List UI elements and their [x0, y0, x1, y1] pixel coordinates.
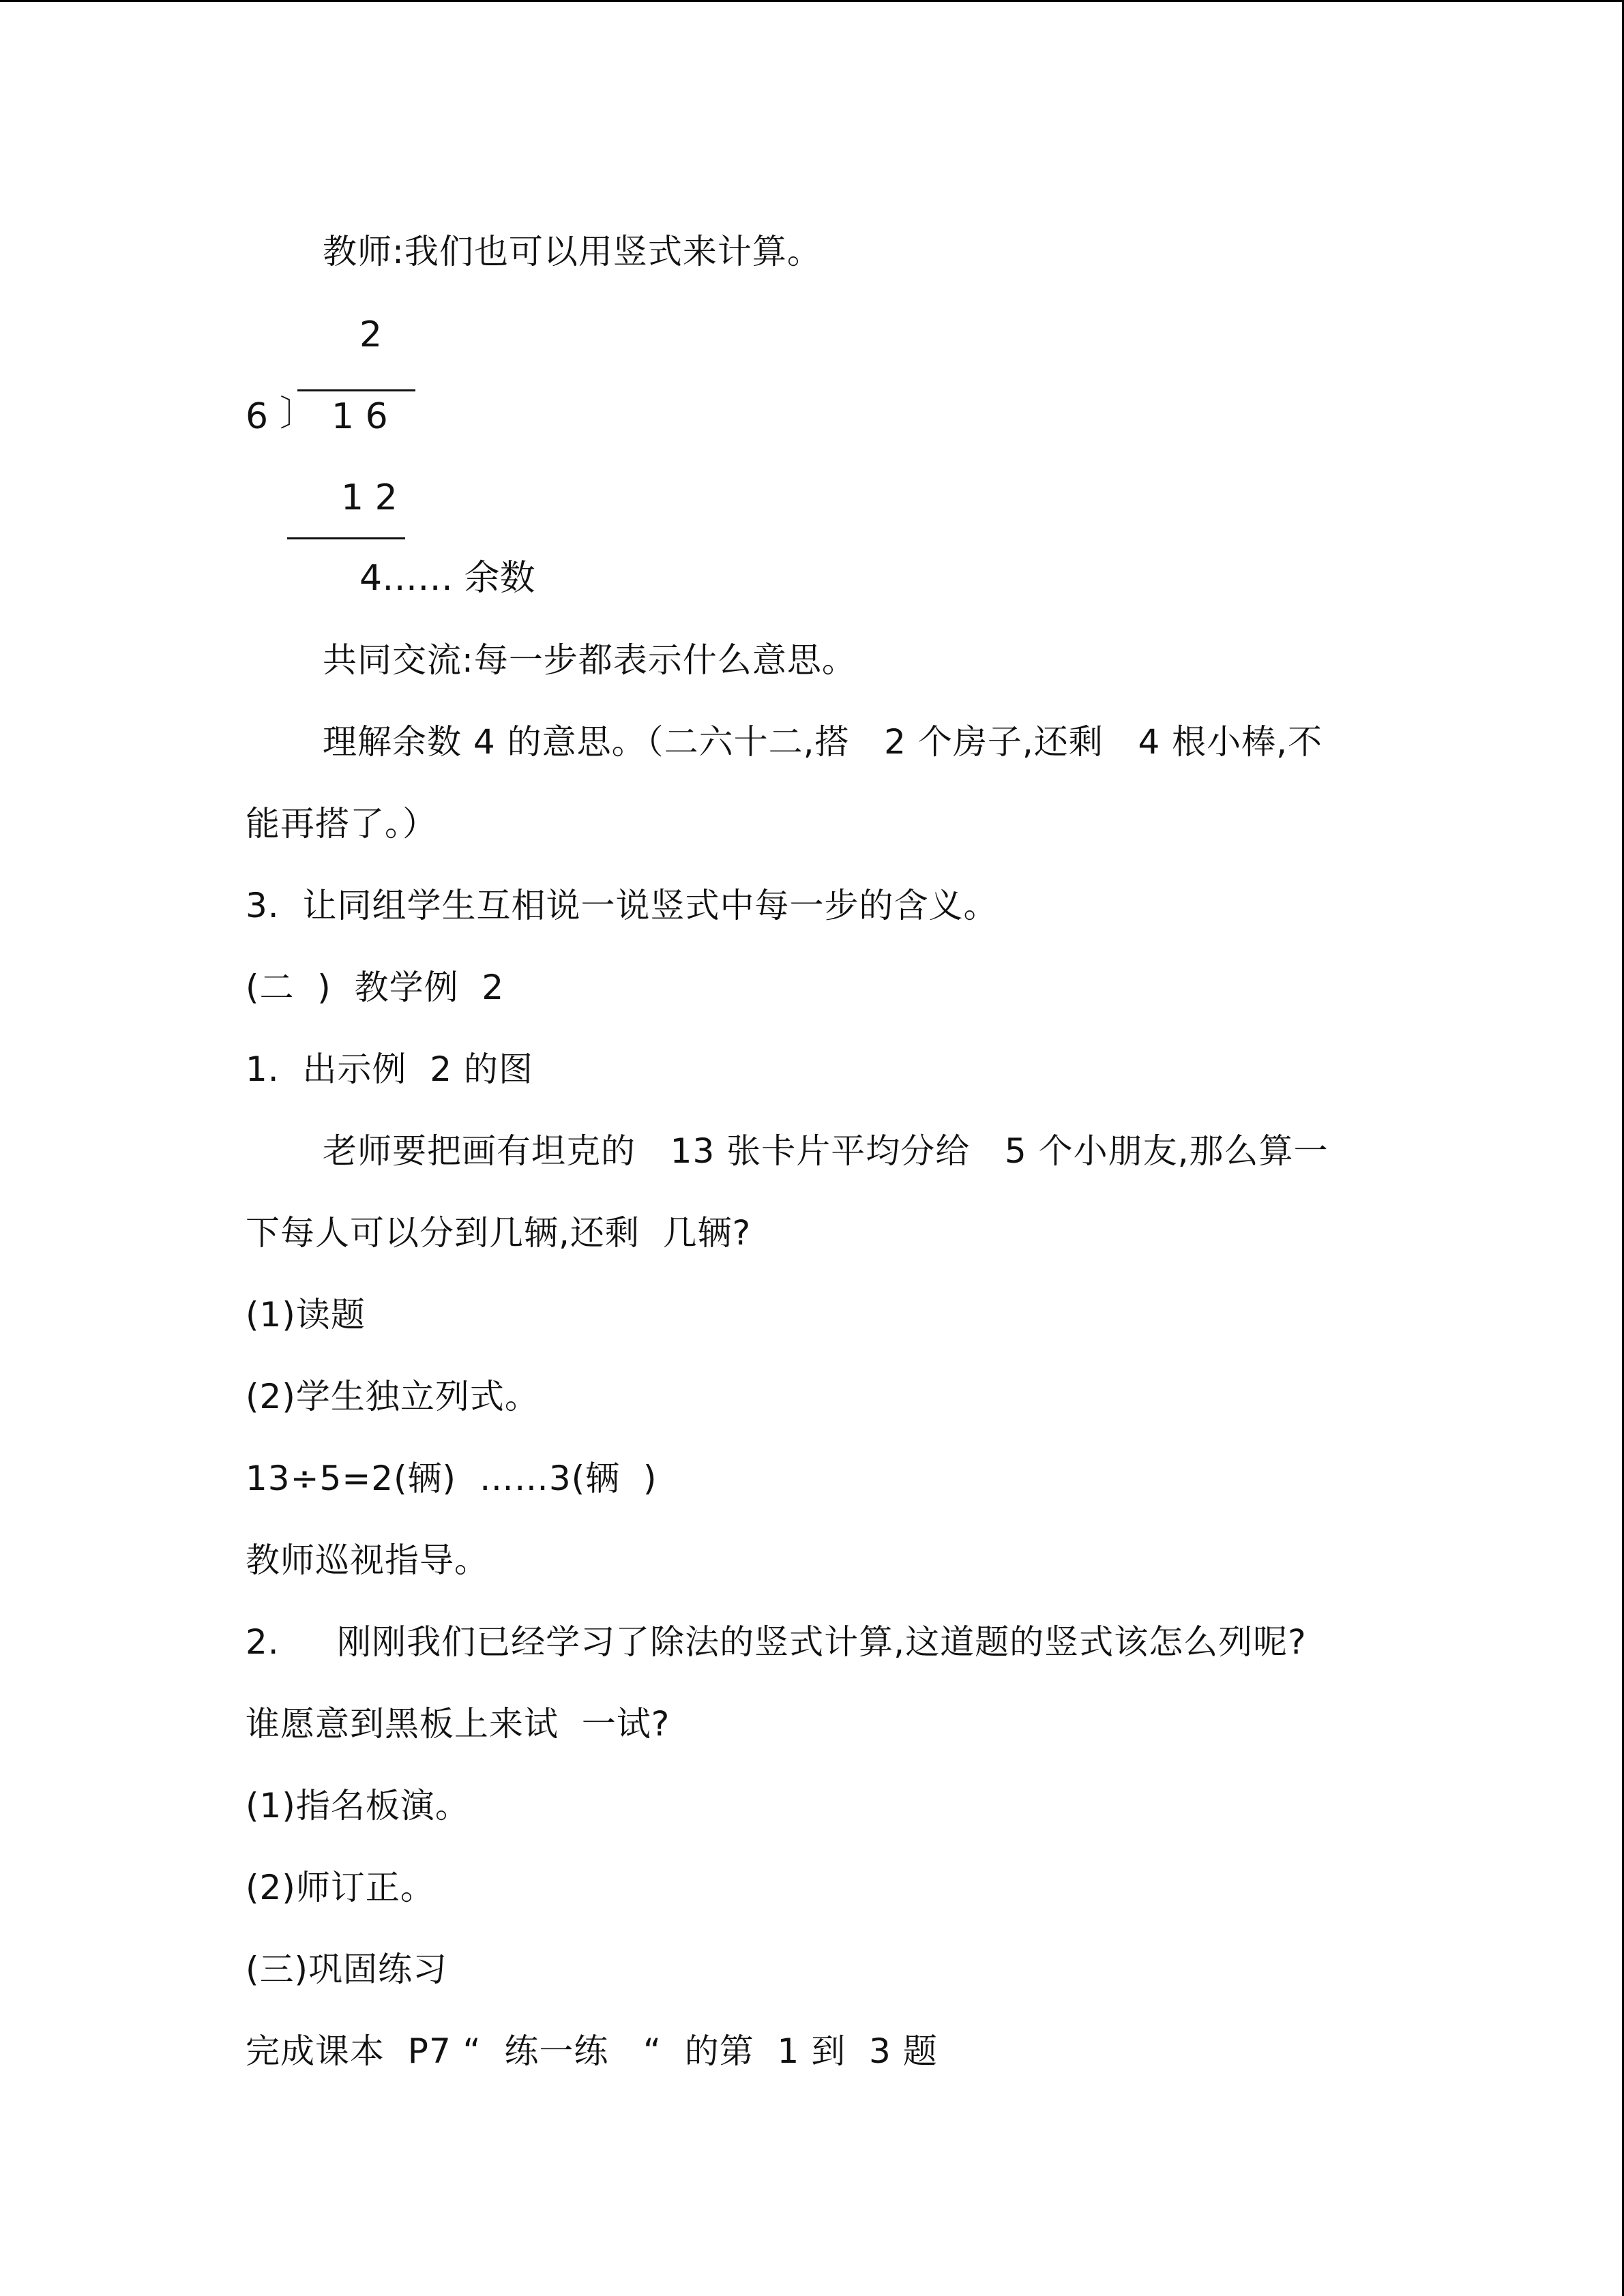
section-3-heading: (三)巩固练习	[246, 1950, 448, 1989]
long-division-quotient: 2	[359, 314, 383, 355]
long-division-divisor: 6	[246, 396, 269, 437]
long-division-dividend: 1 6	[331, 396, 388, 437]
long-division-remainder: 4…… 余数	[359, 558, 535, 599]
example-2-step-1: 1. 出示例 2 的图	[246, 1049, 533, 1089]
remainder-meaning-continued: 能再搭了。）	[246, 804, 437, 844]
teacher-vertical-intro: 教师:我们也可以用竖式来计算。	[323, 232, 822, 271]
remainder-meaning-line: 理解余数 4 的意思。（二六十二,搭 2 个房子,还剩 4 根小棒,不	[323, 722, 1323, 762]
long-division-product: 1 2	[341, 477, 398, 518]
board-demo-line: (1)指名板演。	[246, 1786, 470, 1825]
long-division-bottom-bar	[287, 537, 405, 539]
discussion-line: 共同交流:每一步都表示什么意思。	[323, 640, 857, 680]
example-2-problem-continued: 下每人可以分到几辆,还剩 几辆?	[246, 1213, 752, 1253]
long-division-bracket: 〕	[280, 393, 316, 434]
practice-assignment-line: 完成课本 P7 “ 练一练 “ 的第 1 到 3 题	[246, 2031, 938, 2071]
step-2-question-continued: 谁愿意到黑板上来试 一试?	[246, 1704, 670, 1744]
read-question-line: (1)读题	[246, 1295, 366, 1335]
student-equation-line: (2)学生独立列式。	[246, 1377, 540, 1416]
teacher-guidance-line: 教师巡视指导。	[246, 1540, 489, 1580]
equation-line: 13÷5=2(辆) ……3(辆 )	[246, 1459, 658, 1498]
teacher-correction-line: (2)师订正。	[246, 1868, 435, 1907]
long-division-top-bar	[297, 389, 415, 391]
step-2-question: 2. 刚刚我们已经学习了除法的竖式计算,这道题的竖式该怎么列呢?	[246, 1622, 1307, 1662]
section-2-heading: (二 ) 教学例 2	[246, 968, 505, 1007]
example-2-problem: 老师要把画有坦克的 13 张卡片平均分给 5 个小朋友,那么算一	[323, 1131, 1329, 1171]
step-3-line: 3. 让同组学生互相说一说竖式中每一步的含义。	[246, 886, 999, 925]
